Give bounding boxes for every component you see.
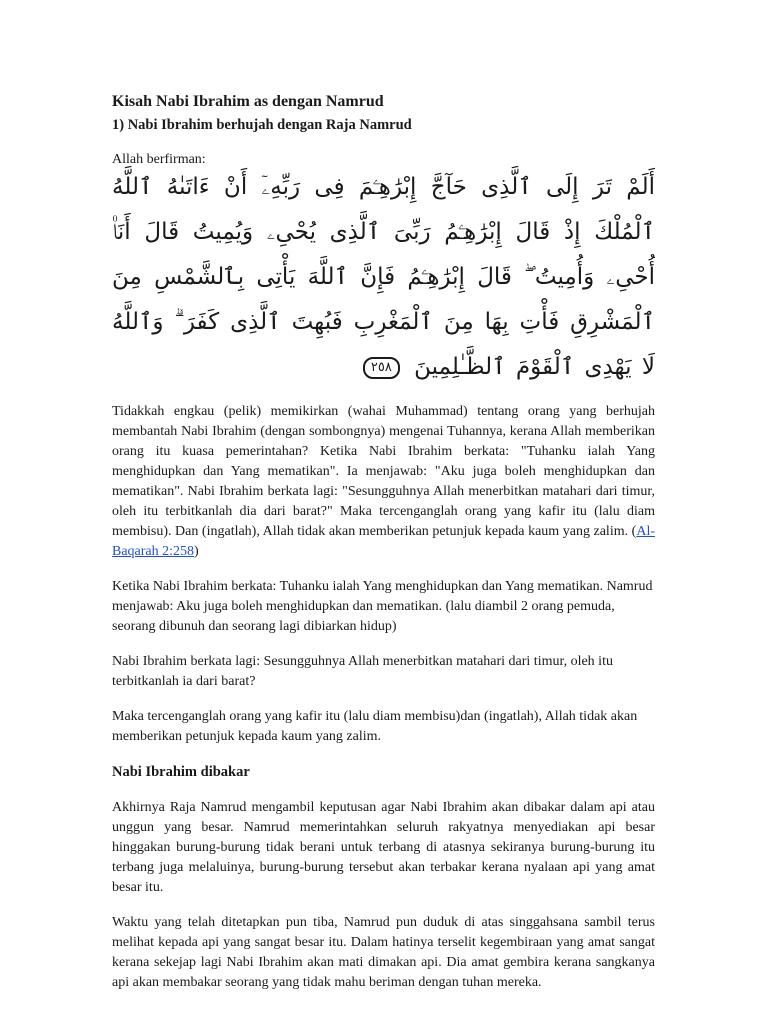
paragraph-4: Maka tercenganglah orang yang kafir itu (lalu diam membisu)dan (ingatlah), Allah tidak akan memberikan petunjuk kepada kaum yang zalim. xyxy=(112,709,638,744)
intro-text: Allah berfirman: xyxy=(112,152,206,167)
ayah-number-marker: ٢٥٨ xyxy=(363,357,400,379)
verse-reference-link[interactable]: Al-Baqarah 2:258 xyxy=(112,524,655,559)
paragraph-5: Akhirnya Raja Namrud mengambil keputusan agar Nabi Ibrahim akan dibakar dalam api atau unggun yang besar. Namrud memerintahkan seluruh rakyatnya menyediakan api besar hinggakan burung-burung tidak berani untuk terbang di atasnya sekiranya burung-burung itu terbang juga melaluinya, burung-burung tersebut akan terbakar kerana nyalaan api yang amat besar itu. xyxy=(112,800,655,895)
translation-close: ) xyxy=(194,544,199,559)
paragraph-2: Ketika Nabi Ibrahim berkata: Tuhanku ialah Yang menghidupkan dan Yang mematikan. Namrud menjawab: Aku juga boleh menghidupkan dan mematikan. (lalu diambil 2 orang pemuda, seorang dibunuh dan seorang lagi dibiarkan hidup) xyxy=(112,579,653,634)
translation-text: Tidakkah engkau (pelik) memikirkan (wahai Muhammad) tentang orang yang berhujah membantah Nabi Ibrahim (dengan sombongnya) mengenai Tuhannya, kerana Allah memberikan orang itu kuasa pemerintahan? Ketika Nabi Ibrahim berkata: "Tuhanku ialah Yang menghidupkan dan Yang mematikan". Ia menjawab: "Aku juga boleh menghidupkan dan mematikan". Nabi Ibrahim berkata lagi: "Sesungguhnya Allah menerbitkan matahari dari timur, oleh itu terbitkanlah dia dari barat?" Maka tercenganglah orang yang kafir itu (lalu diam membisu). Dan (ingatlah), Allah tidak akan memberikan petunjuk kepada kaum yang zalim. ( xyxy=(112,404,655,539)
section-heading-1: 1) Nabi Ibrahim berhujah dengan Raja Namrud xyxy=(112,117,412,133)
paragraph-translation xyxy=(112,402,655,562)
section-heading-2: Nabi Ibrahim dibakar xyxy=(112,764,250,780)
arabic-verse-text: أَلَمْ تَرَ إِلَى ٱلَّذِى حَآجَّ إِبْرَٰهِـۧمَ فِى رَبِّهِۦٓ أَنْ ءَاتَىٰهُ ٱللَّهُ ٱلْمُلْكَ إِذْ قَالَ إِبْرَٰهِـۧمُ رَبِّىَ ٱلَّذِى يُحْىِۦ وَيُمِيتُ قَالَ أَنَا۠ أُحْىِۦ وَأُمِيتُ ۖ قَالَ إِبْرَٰهِـۧمُ فَإِنَّ ٱللَّهَ يَأْتِى بِٱلشَّمْسِ مِنَ ٱلْمَشْرِقِ فَأْتِ بِهَا مِنَ ٱلْمَغْرِبِ فَبُهِتَ ٱلَّذِى كَفَرَ ۗ وَٱللَّهُ لَا يَهْدِى ٱلْقَوْمَ ٱلظَّـٰلِمِينَ xyxy=(112,174,655,380)
arabic-verse xyxy=(112,165,655,390)
paragraph-6: Waktu yang telah ditetapkan pun tiba, Namrud pun duduk di atas singgahsana sambil terus melihat kepada api yang sangat besar itu. Dalam hatinya terselit kegembiraan yang amat sangat kerana sekejap lagi Nabi Ibrahim akan mati dimakan api. Dia amat gembira kerana sangkanya api akan membakar seorang yang tidak mahu beriman dengan tuhan mereka. xyxy=(112,915,655,990)
page-title: Kisah Nabi Ibrahim as dengan Namrud xyxy=(112,93,384,110)
paragraph-3: Nabi Ibrahim berkata lagi: Sesungguhnya Allah menerbitkan matahari dari timur, oleh itu terbitkanlah ia dari barat? xyxy=(112,654,613,689)
document-content xyxy=(112,92,655,1008)
